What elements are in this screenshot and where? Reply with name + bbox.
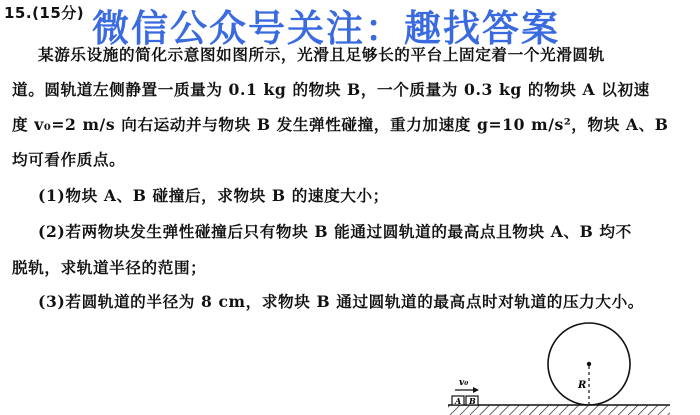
stem-line-4: 均可看作质点。 <box>12 150 126 169</box>
part-1-text: (1)物块 A、B 碰撞后，求物块 B 的速度大小； <box>38 186 389 205</box>
radius-label: R <box>578 380 587 391</box>
ground-hatching <box>448 405 670 415</box>
block-b-label: B <box>469 396 476 406</box>
watermark-text: 微信公众号关注：趣找答案 <box>92 7 560 50</box>
track-center-dot <box>587 362 591 366</box>
stem-line-3: 度 v₀=2 m/s 向右运动并与物块 B 发生弹性碰撞，重力加速度 g=10 m/s²，物块 A、B <box>12 115 669 134</box>
part-2-text-line-2: 脱轨，求轨道半径的范围； <box>12 258 207 277</box>
part-3-text: (3)若圆轨道的半径为 8 cm，求物块 B 通过圆轨道的最高点时对轨道的压力大小。 <box>38 292 644 311</box>
velocity-arrowhead <box>473 387 479 393</box>
block-a-label: A <box>455 396 462 406</box>
setup-figure <box>0 320 700 415</box>
question-number: 15.(15分) <box>4 4 85 22</box>
part-2-text-line-1: (2)若两物块发生弹性碰撞后只有物块 B 能通过圆轨道的最高点且物块 A、B 均不 <box>38 222 632 241</box>
stem-line-2: 道。圆轨道左侧静置一质量为 0.1 kg 的物块 B，一个质量为 0.3 kg 的物块 A 以初速 <box>12 80 650 99</box>
velocity-label: v₀ <box>459 378 469 388</box>
stem-line-1: 某游乐设施的简化示意图如图所示，光滑且足够长的平台上固定着一个光滑圆轨 <box>38 45 605 64</box>
